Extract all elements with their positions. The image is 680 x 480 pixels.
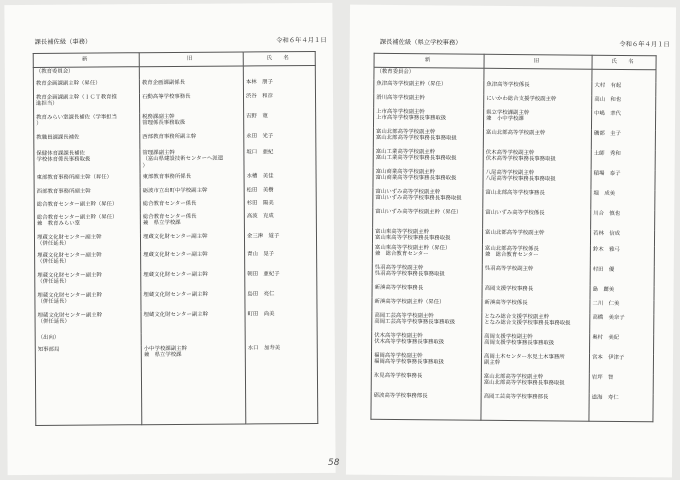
effective-date: 令和６年４月１日: [619, 40, 670, 49]
position-line: 氷見高等学校事務長: [373, 372, 423, 379]
new-position-cell: [372, 227, 482, 244]
table-row: [373, 147, 655, 169]
position-line: ）: [36, 120, 42, 128]
section-title: 課長補佐級（県立学校事務）: [379, 38, 462, 47]
position-line: 兼 総合教育センター: [374, 250, 429, 258]
table-row: [35, 343, 318, 425]
table-row: [371, 351, 653, 373]
position-line: 東部教育事務所係長: [142, 173, 192, 180]
new-column-header: 新: [33, 53, 139, 68]
person-name-cell: 高山 和也: [592, 95, 656, 110]
new-position-cell: [35, 333, 141, 346]
person-name-cell: 島田 亮仁: [245, 289, 317, 310]
person-name-cell: 金三津 道子: [244, 231, 316, 250]
new-position-cell: [35, 271, 141, 292]
person-name-cell: 渋谷 和彦: [243, 91, 315, 112]
position-line: 富山北部高等学校係長: [484, 245, 539, 252]
person-name-cell: 岩坪 智: [589, 373, 653, 394]
position-line: 富山北部高等学校事務長事務取扱: [375, 134, 457, 142]
old-position-cell: [483, 148, 591, 169]
position-line: 石動高等学校事務長: [141, 93, 191, 100]
position-line: 富山東高等学校副主幹（昇任）: [374, 244, 451, 251]
person-name-cell: 道海 寿仁: [589, 393, 653, 422]
old-position-cell: [483, 208, 591, 229]
position-line: 保健体育課課長補佐: [36, 150, 85, 157]
person-name-cell: 町田 尚美: [245, 309, 317, 332]
new-position-cell: [33, 79, 139, 94]
position-line: 管理課副主幹: [142, 149, 175, 156]
table-row: [34, 147, 316, 173]
new-position-cell: [371, 391, 481, 420]
person-name-cell: 宮本 伊津子: [589, 353, 653, 374]
position-line: 新湊高等学校副主幹（昇任）: [374, 298, 445, 305]
position-line: 富山いずみ高等学校事務長事務取扱: [375, 194, 462, 202]
new-position-cell: [373, 127, 483, 148]
table-row: [34, 231, 316, 251]
person-name-cell: 青山 晃子: [245, 249, 317, 270]
position-line: 埋蔵文化財センター副主幹: [143, 271, 208, 278]
person-name-cell: 奥村 美紀: [590, 333, 654, 354]
old-column-header: 旧: [484, 54, 592, 69]
old-position-cell: [482, 228, 590, 245]
old-position-cell: [140, 199, 244, 213]
position-line: 教育企画課副主幹（昇任）: [35, 79, 101, 87]
new-position-cell: [372, 263, 482, 284]
position-line: 管理係長事務取扱: [142, 119, 186, 127]
position-line: [142, 68, 241, 69]
position-line: 富山商業高等学校事務長事務取扱: [375, 174, 457, 182]
position-line: 富山商業高等学校副主幹: [375, 168, 435, 175]
old-position-cell: [484, 68, 592, 81]
old-position-cell: [141, 270, 245, 291]
old-position-cell: [484, 94, 592, 109]
position-line: にいかわ総合支援学校副主幹: [486, 95, 557, 102]
new-position-cell: [373, 187, 483, 208]
position-line: 富山北部高等学校副主幹: [485, 129, 546, 136]
old-position-cell: [141, 332, 245, 345]
position-line: 兼 教育みらい室: [36, 220, 81, 228]
person-name-cell: 高橋 美奈子: [590, 313, 654, 334]
old-position-cell: [483, 108, 591, 129]
position-line: 知事部局: [37, 346, 60, 353]
position-line: 高岡工芸高等学校事務部長: [483, 393, 549, 400]
name-column-header: 氏 名: [592, 55, 656, 70]
person-name-cell: 水口 加寿美: [245, 343, 318, 424]
left-page: [4, 3, 335, 475]
position-line: 新湊高等学校係長: [484, 299, 528, 306]
position-line: 伏木高等学校事務長事務取扱: [485, 155, 556, 163]
position-line: 富山東高等学校事務長事務取扱: [374, 234, 451, 242]
old-position-cell: [482, 298, 590, 313]
old-position-cell: [140, 132, 244, 149]
table-row: [34, 131, 316, 149]
new-column-header: 新: [374, 53, 484, 68]
position-line: 富山北部高等学校事務長事務取扱: [483, 379, 565, 387]
old-column-header: 旧: [139, 52, 243, 67]
new-position-cell: [35, 291, 141, 312]
position-line: 富山工業高等学校事務長事務取扱: [375, 154, 457, 162]
position-line: 伏木高等学校副主幹: [485, 149, 535, 156]
old-position-cell: [139, 66, 243, 79]
old-position-cell: [481, 372, 589, 393]
position-line: 富山北部高等学校副主幹: [483, 373, 544, 380]
old-position-cell: [481, 392, 589, 421]
person-name-cell: 杉田 陽美: [244, 198, 316, 212]
old-position-cell: [140, 212, 244, 233]
new-position-cell: [373, 147, 483, 168]
person-name-cell: [245, 331, 317, 344]
position-line: 総合教育センター係長: [142, 213, 197, 220]
position-line: 富山いずみ高等学校副主幹: [375, 188, 441, 195]
new-position-cell: [34, 133, 140, 150]
person-name-cell: 堀 成美: [591, 189, 655, 210]
position-line: 進担当）: [36, 100, 58, 108]
position-line: 八尾高等学校事務長事務取扱: [485, 175, 556, 183]
position-line: となみ総合支援学校副主幹: [484, 313, 550, 320]
position-line: （併任延長）: [37, 298, 70, 306]
table-row: [34, 111, 316, 133]
position-line: ）: [142, 162, 148, 169]
person-name-cell: 朝田 亜紀子: [245, 269, 317, 290]
position-line: [144, 333, 243, 334]
position-line: 八尾高等学校副主幹: [485, 169, 535, 176]
person-name-cell: 中嶋 幸代: [591, 109, 655, 130]
table-row: [372, 311, 654, 333]
table-row: [373, 207, 655, 229]
position-line: 富山北部高等学校副主幹: [375, 128, 436, 135]
position-line: 魚津高等学校副主幹（昇任）: [376, 80, 447, 87]
position-line: 埋蔵文化財センター副主幹: [36, 233, 102, 241]
position-line: 福岡高等学校事務長事務取扱: [373, 358, 445, 366]
position-line: 教職員課課長補佐: [36, 134, 80, 141]
position-line: 総合教育センター係長: [142, 200, 197, 207]
person-name-cell: 川合 慎也: [591, 209, 655, 230]
position-line: 税務課副主幹: [142, 113, 175, 120]
person-name-cell: 永田 光子: [244, 131, 316, 148]
position-line: 副主幹: [483, 359, 501, 367]
new-position-cell: [33, 67, 139, 80]
position-line: 富山北部高等学校副主幹: [485, 229, 545, 236]
new-position-cell: [374, 67, 484, 80]
old-position-cell: [484, 80, 592, 95]
position-line: 総合教育センター副主幹（昇任）: [36, 213, 118, 221]
position-line: 東部教育事務所副主幹（昇任）: [36, 173, 113, 181]
position-line: （教育委員会）: [35, 68, 74, 75]
position-line: （併任延長）: [37, 278, 70, 286]
personnel-table: [33, 51, 319, 426]
person-name-cell: 高波 克成: [244, 211, 316, 232]
position-line: 福岡高等学校副主幹: [373, 352, 423, 359]
new-position-cell: [34, 200, 140, 214]
table-row: [35, 309, 317, 333]
old-position-cell: [140, 148, 244, 173]
position-line: 兼 県立学校課: [143, 352, 182, 359]
position-line: 西部教育事務所副主幹: [142, 133, 197, 140]
new-position-cell: [34, 233, 140, 252]
person-name-cell: 吉野 寛: [244, 111, 316, 132]
new-position-cell: [34, 173, 140, 188]
person-name-cell: 島 麗美: [590, 285, 654, 300]
table-row: [35, 249, 317, 271]
new-position-cell: [371, 371, 481, 392]
old-position-cell: [141, 344, 246, 425]
old-position-cell: [141, 250, 245, 271]
position-line: 伏木高等学校副主幹: [374, 332, 423, 339]
person-name-cell: 若林 信成: [590, 229, 654, 246]
table-row: [35, 269, 317, 291]
position-line: 高岡工芸高等学校事務長事務取扱: [374, 318, 456, 326]
person-name-cell: 土師 秀和: [591, 149, 655, 170]
position-line: 富山東高等学校副主幹: [375, 228, 430, 235]
position-line: 教育企画課副主幹（ＩＣＴ教育推: [35, 93, 117, 101]
table-row: [373, 127, 655, 149]
position-line: 兼 総合教育センター: [484, 251, 539, 259]
position-line: （教育委員会）: [376, 68, 415, 76]
position-line: （出向）: [37, 334, 60, 341]
table-row: [372, 263, 654, 285]
table-row: [371, 371, 653, 393]
table-row: [34, 211, 316, 233]
new-position-cell: [35, 345, 142, 426]
table-row: [372, 243, 654, 265]
old-position-cell: [483, 128, 591, 149]
table-row: [371, 391, 653, 421]
position-line: 高岡支援学校事務長: [484, 285, 534, 292]
person-name-cell: 磯部 圭子: [591, 129, 655, 150]
old-position-cell: [483, 168, 591, 189]
new-position-cell: [35, 311, 141, 334]
position-line: 砺波市立出町中学校副主幹: [142, 187, 208, 194]
person-name-cell: 本林 朋子: [243, 77, 315, 92]
position-line: 県立学校課副主幹: [486, 109, 530, 116]
new-position-cell: [372, 283, 482, 298]
person-name-cell: 村田 優: [590, 265, 654, 286]
old-position-cell: [140, 186, 244, 200]
new-position-cell: [34, 149, 140, 174]
person-name-cell: 水槽 美佳: [244, 171, 316, 186]
person-name-cell: 二川 仁美: [590, 299, 654, 314]
position-line: 富山工業高等学校副主幹: [375, 148, 436, 155]
new-position-cell: [35, 251, 141, 272]
old-position-cell: [140, 112, 244, 133]
new-position-cell: [372, 243, 482, 264]
effective-date: 令和６年４月１日: [276, 36, 327, 45]
position-line: 上市高等学校副主幹: [376, 108, 425, 115]
old-position-cell: [482, 264, 590, 285]
new-position-cell: [374, 79, 484, 94]
position-line: 高岡支援学校事務長事務取扱: [484, 339, 555, 347]
old-position-cell: [140, 232, 244, 251]
personnel-table: [370, 53, 656, 422]
position-line: 埋蔵文化財センター副主幹: [143, 311, 209, 318]
position-line: 兼 県立学校課: [142, 220, 181, 227]
new-position-cell: [34, 187, 140, 201]
table-row: [35, 289, 317, 311]
table-row: [33, 91, 315, 113]
old-position-cell: [482, 284, 590, 299]
position-line: 学校体育係長事務取扱: [36, 156, 91, 164]
new-position-cell: [34, 213, 140, 234]
new-position-cell: [371, 351, 481, 372]
person-name-cell: 坂口 亜紀: [244, 147, 316, 172]
position-line: 魚津高等学校係長: [486, 81, 530, 88]
table-row: [373, 167, 655, 189]
old-position-cell: [481, 352, 589, 373]
position-line: 上市高等学校事務長事務取扱: [376, 114, 447, 122]
person-name-cell: 松田 美樹: [244, 185, 316, 199]
position-line: 教育企画課副係長: [141, 79, 186, 86]
page-number: 58: [328, 458, 340, 468]
position-line: （併任延長）: [37, 318, 70, 326]
new-position-cell: [374, 93, 484, 108]
old-position-cell: [482, 244, 590, 265]
old-position-cell: [141, 310, 245, 333]
position-line: 滑川高等学校副主幹: [376, 94, 425, 101]
new-position-cell: [373, 207, 483, 228]
person-name-cell: [592, 69, 656, 82]
old-position-cell: [141, 290, 245, 311]
new-position-cell: [33, 93, 139, 114]
new-position-cell: [373, 107, 483, 128]
position-line: 高岡土木センター氷見土木事務所: [483, 353, 565, 360]
position-line: 呉羽高等学校副主幹: [374, 264, 424, 271]
table-row: [373, 107, 655, 129]
new-position-cell: [372, 331, 482, 352]
table-row: [372, 331, 654, 353]
position-line: （併任延長）: [37, 258, 70, 266]
position-line: 富山いずみ高等学校副主幹（昇任）: [375, 208, 462, 216]
position-line: 総合教育センター副主幹（昇任）: [36, 200, 118, 208]
position-line: となみ総合支援学校事務長事務取扱: [484, 319, 571, 327]
old-position-cell: [482, 332, 590, 353]
position-line: 埋蔵文化財センター副主幹: [143, 251, 208, 258]
position-line: 高岡工芸高等学校副主幹: [374, 312, 434, 319]
table-row: [373, 187, 655, 209]
position-line: （併任延長）: [37, 240, 70, 248]
position-line: 埋蔵文化財センター副主幹: [143, 291, 208, 298]
person-name-cell: 稲場 泰子: [591, 169, 655, 190]
position-line: 西部教育事務所副主幹: [36, 188, 91, 195]
position-line: 埋蔵文化財センター副主幹: [37, 311, 103, 319]
position-line: 高岡支援学校副主幹: [484, 333, 533, 340]
position-line: 教育みらい室課長補佐（学事担当: [36, 113, 118, 121]
new-position-cell: [372, 311, 482, 332]
position-line: 伏木高等学校事務長事務取扱: [374, 338, 445, 346]
position-line: 埋蔵文化財センター副主幹: [142, 233, 208, 240]
position-line: 呉羽高等学校副主幹: [484, 265, 534, 272]
position-line: 新湊高等学校事務長: [374, 284, 424, 291]
position-line: 埋蔵文化財センター副主幹: [37, 251, 102, 259]
person-name-cell: 鈴木 雅弓: [590, 245, 654, 266]
person-name-cell: [243, 65, 315, 78]
old-position-cell: [482, 312, 590, 333]
old-position-cell: [139, 78, 243, 93]
position-line: 小中学校課副主幹: [143, 345, 187, 352]
position-line: [486, 70, 589, 71]
section-title: 課長補佐級（事務）: [34, 38, 92, 46]
old-position-cell: [139, 92, 243, 113]
position-line: 砺波高等学校事務部長: [373, 392, 428, 399]
position-line: 富山いずみ高等学校係長: [485, 209, 545, 216]
name-column-header: 氏 名: [243, 51, 315, 66]
right-page: [346, 5, 676, 478]
new-position-cell: [34, 113, 140, 134]
new-position-cell: [373, 167, 483, 188]
position-line: 呉羽高等学校事務長事務取扱: [374, 270, 445, 278]
old-position-cell: [140, 172, 244, 187]
new-position-cell: [372, 297, 482, 312]
position-line: 富山北部高等学校事務長: [485, 189, 545, 196]
position-line: 埋蔵文化財センター副主幹: [37, 271, 102, 279]
position-line: （富山県建設技術センターへ派遣: [142, 155, 224, 163]
position-line: 埋蔵文化財センター副主幹: [37, 291, 102, 299]
position-line: 兼 小中学校課: [486, 115, 524, 123]
old-position-cell: [483, 188, 591, 209]
person-name-cell: 大村 有起: [592, 81, 656, 96]
